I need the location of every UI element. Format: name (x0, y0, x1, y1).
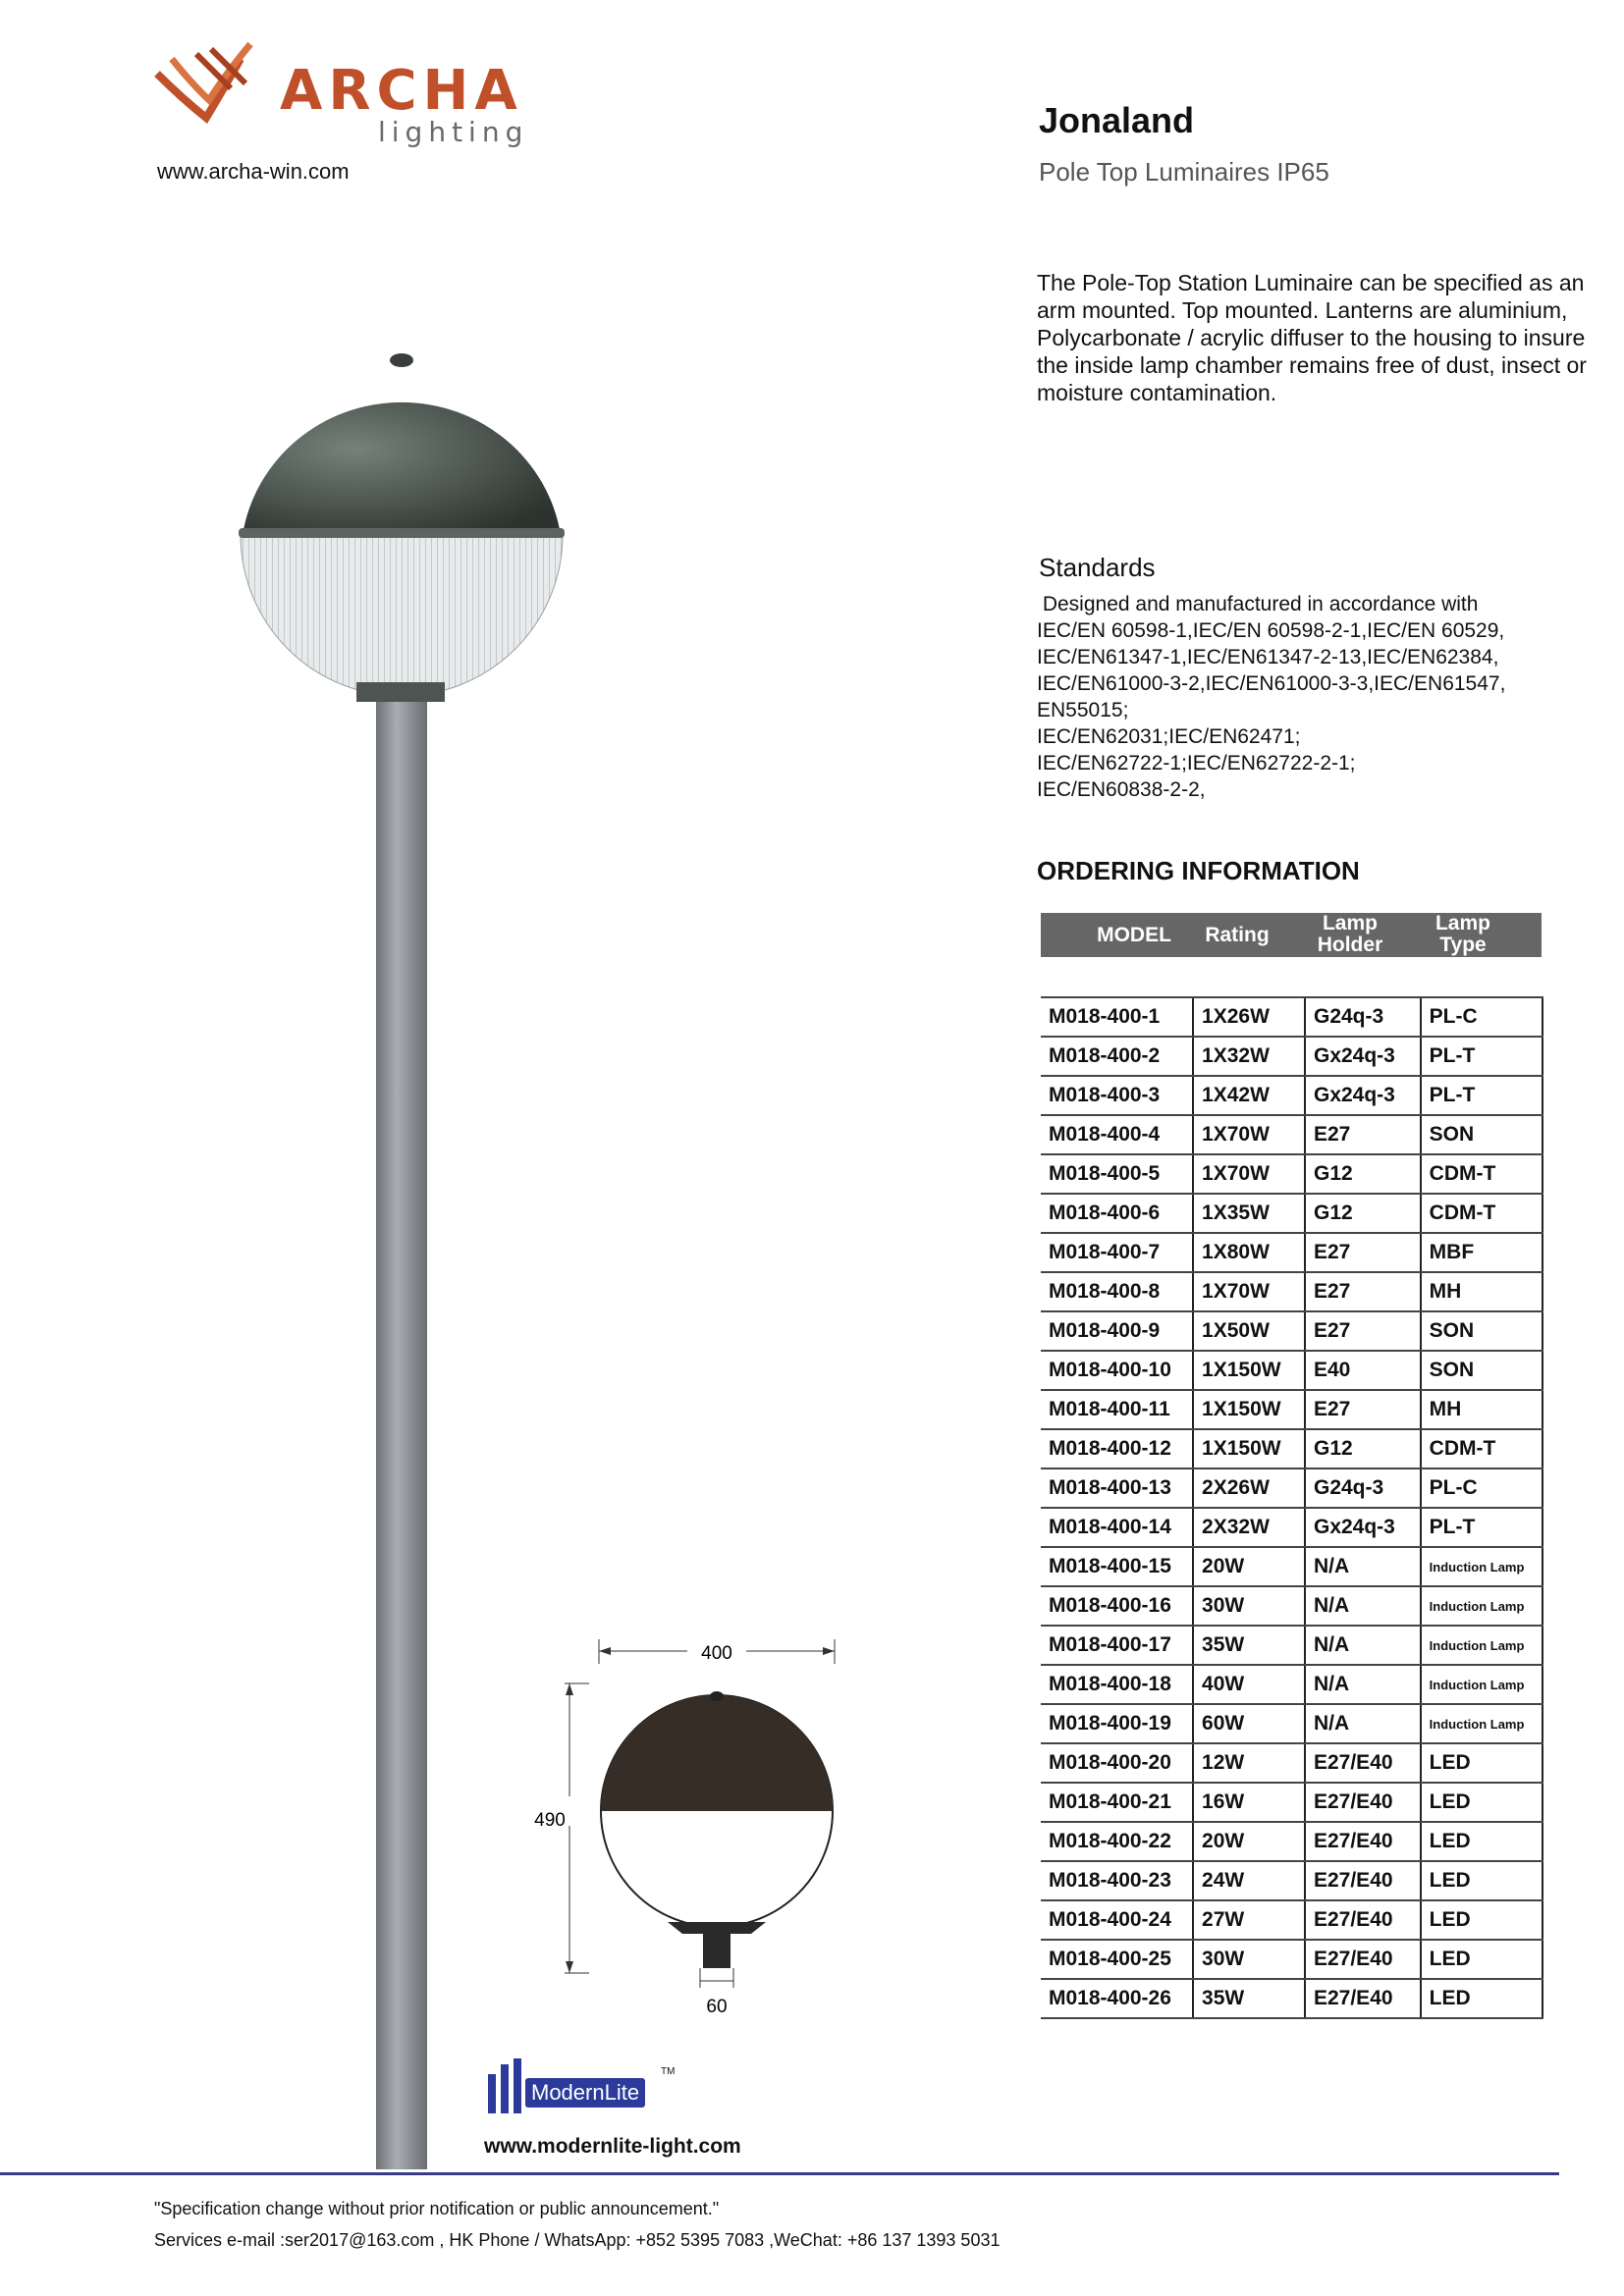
table-row (1041, 1586, 1543, 1626)
pole (376, 702, 427, 2169)
cell-lamp-holder: E27/E40 (1305, 1861, 1421, 1900)
cell-rating: 1X26W (1193, 998, 1305, 1037)
cell-lamp-type: PL-T (1421, 1508, 1543, 1547)
cell-rating: 2X32W (1193, 1508, 1305, 1547)
cell-lamp-holder: N/A (1305, 1586, 1421, 1626)
table-row (1041, 1351, 1543, 1390)
table-row (1041, 1154, 1543, 1194)
cell-lamp-type: Induction Lamp (1421, 1586, 1543, 1626)
product-description: The Pole-Top Station Luminaire can be specified as an arm mounted. Top mounted. Lanterns are aluminium, Polycarbonate / acrylic diffuser to the housing to insure the inside lamp chamber remains free of dust, insect or moisture contamination. (1037, 270, 1587, 405)
table-row (1041, 1233, 1543, 1272)
cell-lamp-holder: E27/E40 (1305, 1822, 1421, 1861)
cell-lamp-type: Induction Lamp (1421, 1626, 1543, 1665)
cell-rating: 30W (1193, 1586, 1305, 1626)
cell-lamp-holder: G24q-3 (1305, 1468, 1421, 1508)
cell-model: M018-400-8 (1041, 1272, 1193, 1311)
cell-model: M018-400-22 (1041, 1822, 1193, 1861)
standards-line: IEC/EN 60598-1,IEC/EN 60598-2-1,IEC/EN 60529, (1037, 619, 1505, 642)
cell-model: M018-400-2 (1041, 1037, 1193, 1076)
cell-rating: 1X35W (1193, 1194, 1305, 1233)
table-row (1041, 1665, 1543, 1704)
cell-lamp-holder: N/A (1305, 1704, 1421, 1743)
cell-lamp-holder: E27/E40 (1305, 1783, 1421, 1822)
brand-sub: lighting (378, 116, 529, 148)
table-row (1041, 1861, 1543, 1900)
table-row (1041, 998, 1543, 1037)
table-row (1041, 1115, 1543, 1154)
cell-lamp-holder: E40 (1305, 1351, 1421, 1390)
dimension-drawing (520, 1629, 874, 2022)
cell-lamp-holder: E27/E40 (1305, 1743, 1421, 1783)
cell-rating: 30W (1193, 1940, 1305, 1979)
cell-lamp-holder: E27 (1305, 1233, 1421, 1272)
cell-lamp-holder: N/A (1305, 1547, 1421, 1586)
partner-name: ModernLite (525, 2078, 645, 2108)
ordering-table-wrap (1041, 996, 1543, 2032)
cell-model: M018-400-26 (1041, 1979, 1193, 2018)
cell-lamp-type: SON (1421, 1311, 1543, 1351)
cell-rating: 2X26W (1193, 1468, 1305, 1508)
header-lamp-holder: Lamp Holder (1317, 912, 1383, 956)
cell-model: M018-400-11 (1041, 1390, 1193, 1429)
cell-model: M018-400-3 (1041, 1076, 1193, 1115)
cell-rating: 60W (1193, 1704, 1305, 1743)
brand-logo (152, 39, 529, 148)
table-row (1041, 1704, 1543, 1743)
table-row (1041, 1783, 1543, 1822)
cell-lamp-type: PL-C (1421, 1468, 1543, 1508)
header-rating: Rating (1205, 924, 1270, 946)
partner-tm: TM (661, 2066, 676, 2077)
cell-rating: 1X150W (1193, 1351, 1305, 1390)
cell-model: M018-400-18 (1041, 1665, 1193, 1704)
cell-lamp-holder: N/A (1305, 1665, 1421, 1704)
cell-rating: 35W (1193, 1626, 1305, 1665)
table-row (1041, 1940, 1543, 1979)
footer-notice: "Specification change without prior notification or public announcement." (154, 2199, 720, 2218)
cell-rating: 12W (1193, 1743, 1305, 1783)
table-row (1041, 1743, 1543, 1783)
standards-title: Standards (1039, 553, 1156, 582)
standards-line: IEC/EN62031;IEC/EN62471; (1037, 725, 1301, 748)
table-row (1041, 1311, 1543, 1351)
cell-rating: 1X70W (1193, 1154, 1305, 1194)
cell-lamp-type: LED (1421, 1900, 1543, 1940)
cell-rating: 27W (1193, 1900, 1305, 1940)
cell-model: M018-400-19 (1041, 1704, 1193, 1743)
cell-model: M018-400-1 (1041, 998, 1193, 1037)
footer-contact: Services e-mail :ser2017@163.com , HK Phone / WhatsApp: +852 5395 7083 ,WeChat: +86 137 1393 5031 (154, 2230, 1001, 2250)
cell-lamp-type: PL-T (1421, 1076, 1543, 1115)
cell-model: M018-400-12 (1041, 1429, 1193, 1468)
cell-lamp-type: SON (1421, 1351, 1543, 1390)
table-row (1041, 1822, 1543, 1861)
cell-rating: 20W (1193, 1547, 1305, 1586)
cell-lamp-type: LED (1421, 1979, 1543, 2018)
header-model: MODEL (1097, 924, 1171, 946)
standards-line: IEC/EN60838-2-2, (1037, 778, 1206, 801)
cell-lamp-holder: Gx24q-3 (1305, 1037, 1421, 1076)
standards-text (1037, 591, 1587, 803)
product-title: Jonaland (1039, 100, 1195, 140)
cell-lamp-holder: E27/E40 (1305, 1900, 1421, 1940)
cell-model: M018-400-6 (1041, 1194, 1193, 1233)
cell-lamp-type: CDM-T (1421, 1154, 1543, 1194)
table-row (1041, 1194, 1543, 1233)
cell-lamp-type: LED (1421, 1822, 1543, 1861)
table-row (1041, 1429, 1543, 1468)
cell-lamp-type: CDM-T (1421, 1194, 1543, 1233)
cell-rating: 1X50W (1193, 1311, 1305, 1351)
cell-lamp-type: MH (1421, 1390, 1543, 1429)
table-row (1041, 1979, 1543, 2018)
table-row (1041, 1390, 1543, 1429)
cell-lamp-type: SON (1421, 1115, 1543, 1154)
table-row (1041, 1508, 1543, 1547)
table-row (1041, 1272, 1543, 1311)
ordering-table (1041, 998, 1543, 2019)
cell-lamp-type: Induction Lamp (1421, 1704, 1543, 1743)
cell-model: M018-400-7 (1041, 1233, 1193, 1272)
ordering-title: ORDERING INFORMATION (1037, 856, 1360, 885)
standards-line: IEC/EN62722-1;IEC/EN62722-2-1; (1037, 752, 1356, 774)
luminaire-illustration (231, 348, 565, 2174)
table-row (1041, 1626, 1543, 1665)
cell-lamp-holder: G24q-3 (1305, 998, 1421, 1037)
cell-lamp-holder: E27/E40 (1305, 1940, 1421, 1979)
dim-height-label: 490 (534, 1810, 566, 1831)
cell-model: M018-400-23 (1041, 1861, 1193, 1900)
cell-lamp-type: Induction Lamp (1421, 1547, 1543, 1586)
cell-rating: 1X150W (1193, 1390, 1305, 1429)
cell-model: M018-400-17 (1041, 1626, 1193, 1665)
cell-model: M018-400-13 (1041, 1468, 1193, 1508)
cell-model: M018-400-14 (1041, 1508, 1193, 1547)
cell-lamp-holder: G12 (1305, 1429, 1421, 1468)
cell-rating: 35W (1193, 1979, 1305, 2018)
dim-width-label: 400 (701, 1643, 732, 1664)
cell-lamp-holder: Gx24q-3 (1305, 1076, 1421, 1115)
cell-lamp-holder: E27 (1305, 1390, 1421, 1429)
cell-rating: 1X150W (1193, 1429, 1305, 1468)
modernlite-bars-icon (486, 2056, 525, 2115)
cell-lamp-type: LED (1421, 1861, 1543, 1900)
cell-rating: 20W (1193, 1822, 1305, 1861)
standards-line: IEC/EN61000-3-2,IEC/EN61000-3-3,IEC/EN61547, (1037, 672, 1506, 695)
cell-lamp-holder: G12 (1305, 1154, 1421, 1194)
partner-logo (486, 2056, 682, 2115)
cell-model: M018-400-5 (1041, 1154, 1193, 1194)
cell-lamp-type: MBF (1421, 1233, 1543, 1272)
cell-model: M018-400-16 (1041, 1586, 1193, 1626)
cell-lamp-type: LED (1421, 1743, 1543, 1783)
cell-model: M018-400-24 (1041, 1900, 1193, 1940)
table-row (1041, 1547, 1543, 1586)
header-lamp-type: Lamp Type (1435, 912, 1490, 956)
cell-model: M018-400-20 (1041, 1743, 1193, 1783)
cell-lamp-holder: E27 (1305, 1115, 1421, 1154)
table-row (1041, 1076, 1543, 1115)
cell-rating: 1X70W (1193, 1272, 1305, 1311)
product-subtitle: Pole Top Luminaires IP65 (1039, 157, 1329, 187)
cell-rating: 40W (1193, 1665, 1305, 1704)
brand-url[interactable]: www.archa-win.com (157, 159, 350, 184)
cell-rating: 1X70W (1193, 1115, 1305, 1154)
table-row (1041, 1037, 1543, 1076)
cell-model: M018-400-4 (1041, 1115, 1193, 1154)
ordering-header (1041, 913, 1542, 957)
cell-lamp-holder: N/A (1305, 1626, 1421, 1665)
cell-lamp-type: Induction Lamp (1421, 1665, 1543, 1704)
table-row (1041, 1468, 1543, 1508)
brand-name: ARCHA (280, 59, 523, 123)
cell-rating: 1X42W (1193, 1076, 1305, 1115)
cell-lamp-holder: Gx24q-3 (1305, 1508, 1421, 1547)
footer-divider (0, 2172, 1559, 2175)
standards-line: Designed and manufactured in accordance with (1037, 593, 1479, 615)
partner-url[interactable]: www.modernlite-light.com (484, 2135, 741, 2158)
cell-model: M018-400-9 (1041, 1311, 1193, 1351)
cell-lamp-type: LED (1421, 1783, 1543, 1822)
cell-rating: 1X80W (1193, 1233, 1305, 1272)
cell-rating: 24W (1193, 1861, 1305, 1900)
cell-model: M018-400-21 (1041, 1783, 1193, 1822)
cell-model: M018-400-10 (1041, 1351, 1193, 1390)
cell-lamp-holder: E27/E40 (1305, 1979, 1421, 2018)
cell-model: M018-400-15 (1041, 1547, 1193, 1586)
cell-lamp-type: MH (1421, 1272, 1543, 1311)
cell-lamp-holder: E27 (1305, 1311, 1421, 1351)
cell-lamp-type: PL-C (1421, 998, 1543, 1037)
globe-dome (243, 402, 561, 535)
cell-model: M018-400-25 (1041, 1940, 1193, 1979)
archa-swoosh-icon (152, 39, 280, 128)
cell-lamp-holder: E27 (1305, 1272, 1421, 1311)
table-row (1041, 1900, 1543, 1940)
cell-lamp-type: CDM-T (1421, 1429, 1543, 1468)
cell-rating: 1X32W (1193, 1037, 1305, 1076)
cell-rating: 16W (1193, 1783, 1305, 1822)
globe-diffuser (241, 535, 563, 696)
cell-lamp-type: LED (1421, 1940, 1543, 1979)
cell-lamp-holder: G12 (1305, 1194, 1421, 1233)
cell-lamp-type: PL-T (1421, 1037, 1543, 1076)
dim-base-label: 60 (706, 1997, 728, 2017)
standards-line: IEC/EN61347-1,IEC/EN61347-2-13,IEC/EN62384, (1037, 646, 1499, 668)
standards-line: EN55015; (1037, 699, 1129, 721)
